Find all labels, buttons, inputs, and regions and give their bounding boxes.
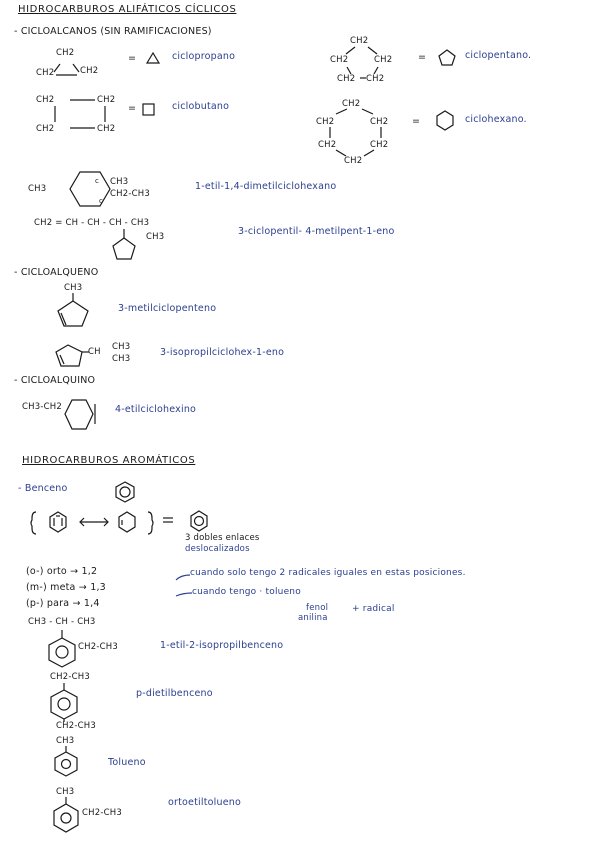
cyclopentane-equals: = — [418, 52, 427, 63]
cyclobutane-square-icon — [143, 104, 154, 115]
aromatic-title: HIDROCARBUROS AROMÁTICOS — [22, 455, 196, 466]
pentene-name: 3-ciclopentil- 4-metilpent-1-eno — [238, 226, 395, 237]
cyclopentane-pentagon-icon — [439, 50, 455, 65]
cyclopentyl-ring — [113, 229, 135, 259]
cycloalkynes-heading: - CICLOALQUINO — [14, 375, 96, 386]
cyclohexane-ch2-tr: CH2 — [370, 117, 389, 127]
position-orto-arrow: → — [70, 566, 79, 577]
position-orto-value: 1,2 — [81, 566, 98, 577]
ethylcyclohexyne-ring — [65, 400, 95, 429]
dimethylcyclohexane-ring — [70, 172, 110, 206]
methylcyclopentene-ch3: CH3 — [64, 283, 83, 293]
cyclobutane-ch2-bl: CH2 — [36, 124, 55, 134]
cyclopropane-ch2-right: CH2 — [80, 66, 99, 76]
rule-fenol: fenol — [306, 603, 329, 613]
cycloalkenes-heading: - CICLOALQUENO — [14, 267, 99, 278]
position-meta-value: 1,3 — [90, 582, 106, 593]
aliphatic-title: HIDROCARBUROS ALIFÁTICOS CÍCLICOS — [18, 4, 237, 15]
cyclohexane-equals: = — [412, 116, 421, 127]
ethylisopropyl-top: CH3 - CH - CH3 — [28, 617, 96, 627]
dimethyl-ch3-left: CH3 — [28, 184, 47, 194]
position-para-value: 1,4 — [83, 598, 100, 609]
cyclohexane-hexagon-icon — [437, 111, 453, 130]
dimethyl-ch2ch3: CH2-CH3 — [110, 189, 150, 199]
isopropyl-ch3a: CH3 — [112, 342, 131, 352]
cyclopentane-ch2-left: CH2 — [330, 55, 349, 65]
position-orto-key: (o-) orto — [26, 566, 67, 577]
cyclopentane-ch2-right: CH2 — [374, 55, 393, 65]
toluene-name: Tolueno — [108, 757, 146, 768]
methylcyclopentene-ring — [58, 293, 88, 326]
isopropyl-ch: CH — [88, 347, 101, 357]
position-meta-key: (m-) meta — [26, 582, 76, 593]
cyclopropane-triangle-icon — [147, 53, 159, 63]
dimethyl-ch3: CH3 — [110, 177, 129, 187]
cyclohexane-ch2-bl: CH2 — [318, 140, 337, 150]
cyclobutane-ch2-br: CH2 — [97, 124, 116, 134]
rules-connectors — [176, 575, 192, 596]
cyclohexane-name: ciclohexano. — [465, 114, 527, 125]
ethylisopropylbenzene-ring — [49, 630, 75, 667]
cyclopentane-ch2-br: CH2 — [366, 74, 385, 84]
diethyl-name: p-dietilbenceno — [136, 688, 213, 699]
position-para-arrow: → — [72, 598, 81, 609]
position-orto — [26, 566, 97, 577]
cyclopentane-name: ciclopentano. — [465, 50, 532, 61]
benzene-resonance — [31, 511, 207, 534]
rule-radical: + radical — [352, 604, 395, 614]
position-meta — [26, 582, 106, 593]
diethylbenzene-ring — [51, 683, 77, 722]
cyclopropane-ch2-top: CH2 — [56, 48, 75, 58]
benzene-note-2: deslocalizados — [185, 544, 250, 554]
ethyltoluene-side: CH2-CH3 — [82, 808, 122, 818]
cyclobutane-ch2-tr: CH2 — [97, 95, 116, 105]
ethyltoluene-ch3: CH3 — [56, 787, 75, 797]
diethyl-top: CH2-CH3 — [50, 672, 90, 682]
cyclopropane-equals: = — [128, 53, 137, 64]
cycloalkanes-heading: - CICLOALCANOS (SIN RAMIFICACIONES) — [14, 26, 212, 37]
rule-anilina: anilina — [298, 613, 328, 623]
dimethyl-name: 1-etil-1,4-dimetilciclohexano — [195, 181, 337, 192]
isopropylcyclohexene-ring — [56, 345, 89, 366]
cyclopentane-ch2-bl: CH2 — [337, 74, 356, 84]
ethyltoluene-name: ortoetiltolueno — [168, 797, 241, 808]
benzene-note-1: 3 dobles enlaces — [185, 533, 260, 543]
cyclobutane-equals: = — [128, 103, 137, 114]
ethylisopropyl-name: 1-etil-2-isopropilbenceno — [160, 640, 284, 651]
ethylcyclohexyne-name: 4-etilciclohexino — [115, 404, 197, 415]
ethylisopropyl-side: CH2-CH3 — [78, 642, 118, 652]
isopropylcyclohexene-name: 3-isopropilciclohex-1-eno — [160, 347, 285, 358]
pentene-ch3: CH3 — [146, 232, 165, 242]
toluene-ch3: CH3 — [56, 736, 75, 746]
position-meta-arrow: → — [78, 582, 87, 593]
ethylcyclohexyne-ethyl: CH3-CH2 — [22, 402, 62, 412]
cyclopropane-ch2-left: CH2 — [36, 68, 55, 78]
methylcyclopentene-name: 3-metilciclopenteno — [118, 303, 217, 314]
rule-equal-radicals: cuando solo tengo 2 radicales iguales en estas posiciones. — [190, 568, 466, 578]
benzene-icon — [116, 482, 134, 502]
pentene-chain: CH2 = CH - CH - CH - CH3 — [34, 218, 150, 228]
dimethyl-c-top: c — [95, 177, 100, 185]
cyclopentane-ch2-top: CH2 — [350, 36, 369, 46]
cyclopropane-name: ciclopropano — [172, 51, 236, 62]
cyclopropane-bonds — [54, 64, 79, 75]
rule-tolueno: cuando tengo · tolueno — [192, 587, 301, 597]
cyclobutane-name: ciclobutano — [172, 101, 230, 112]
toluene-ring — [55, 746, 77, 776]
position-para — [26, 598, 100, 609]
cyclohexane-ch2-tl: CH2 — [316, 117, 335, 127]
isopropyl-ch3b: CH3 — [112, 354, 131, 364]
benzene-label: - Benceno — [18, 483, 68, 494]
cyclohexane-ch2-bottom: CH2 — [344, 156, 363, 166]
ethyltoluene-ring — [54, 797, 78, 832]
diethyl-bottom: CH2-CH3 — [56, 721, 96, 731]
position-para-key: (p-) para — [26, 598, 70, 609]
dimethyl-c-bottom: c — [99, 197, 104, 205]
cyclohexane-ch2-br: CH2 — [370, 140, 389, 150]
cyclobutane-ch2-tl: CH2 — [36, 95, 55, 105]
cyclohexane-ch2-top: CH2 — [342, 99, 361, 109]
